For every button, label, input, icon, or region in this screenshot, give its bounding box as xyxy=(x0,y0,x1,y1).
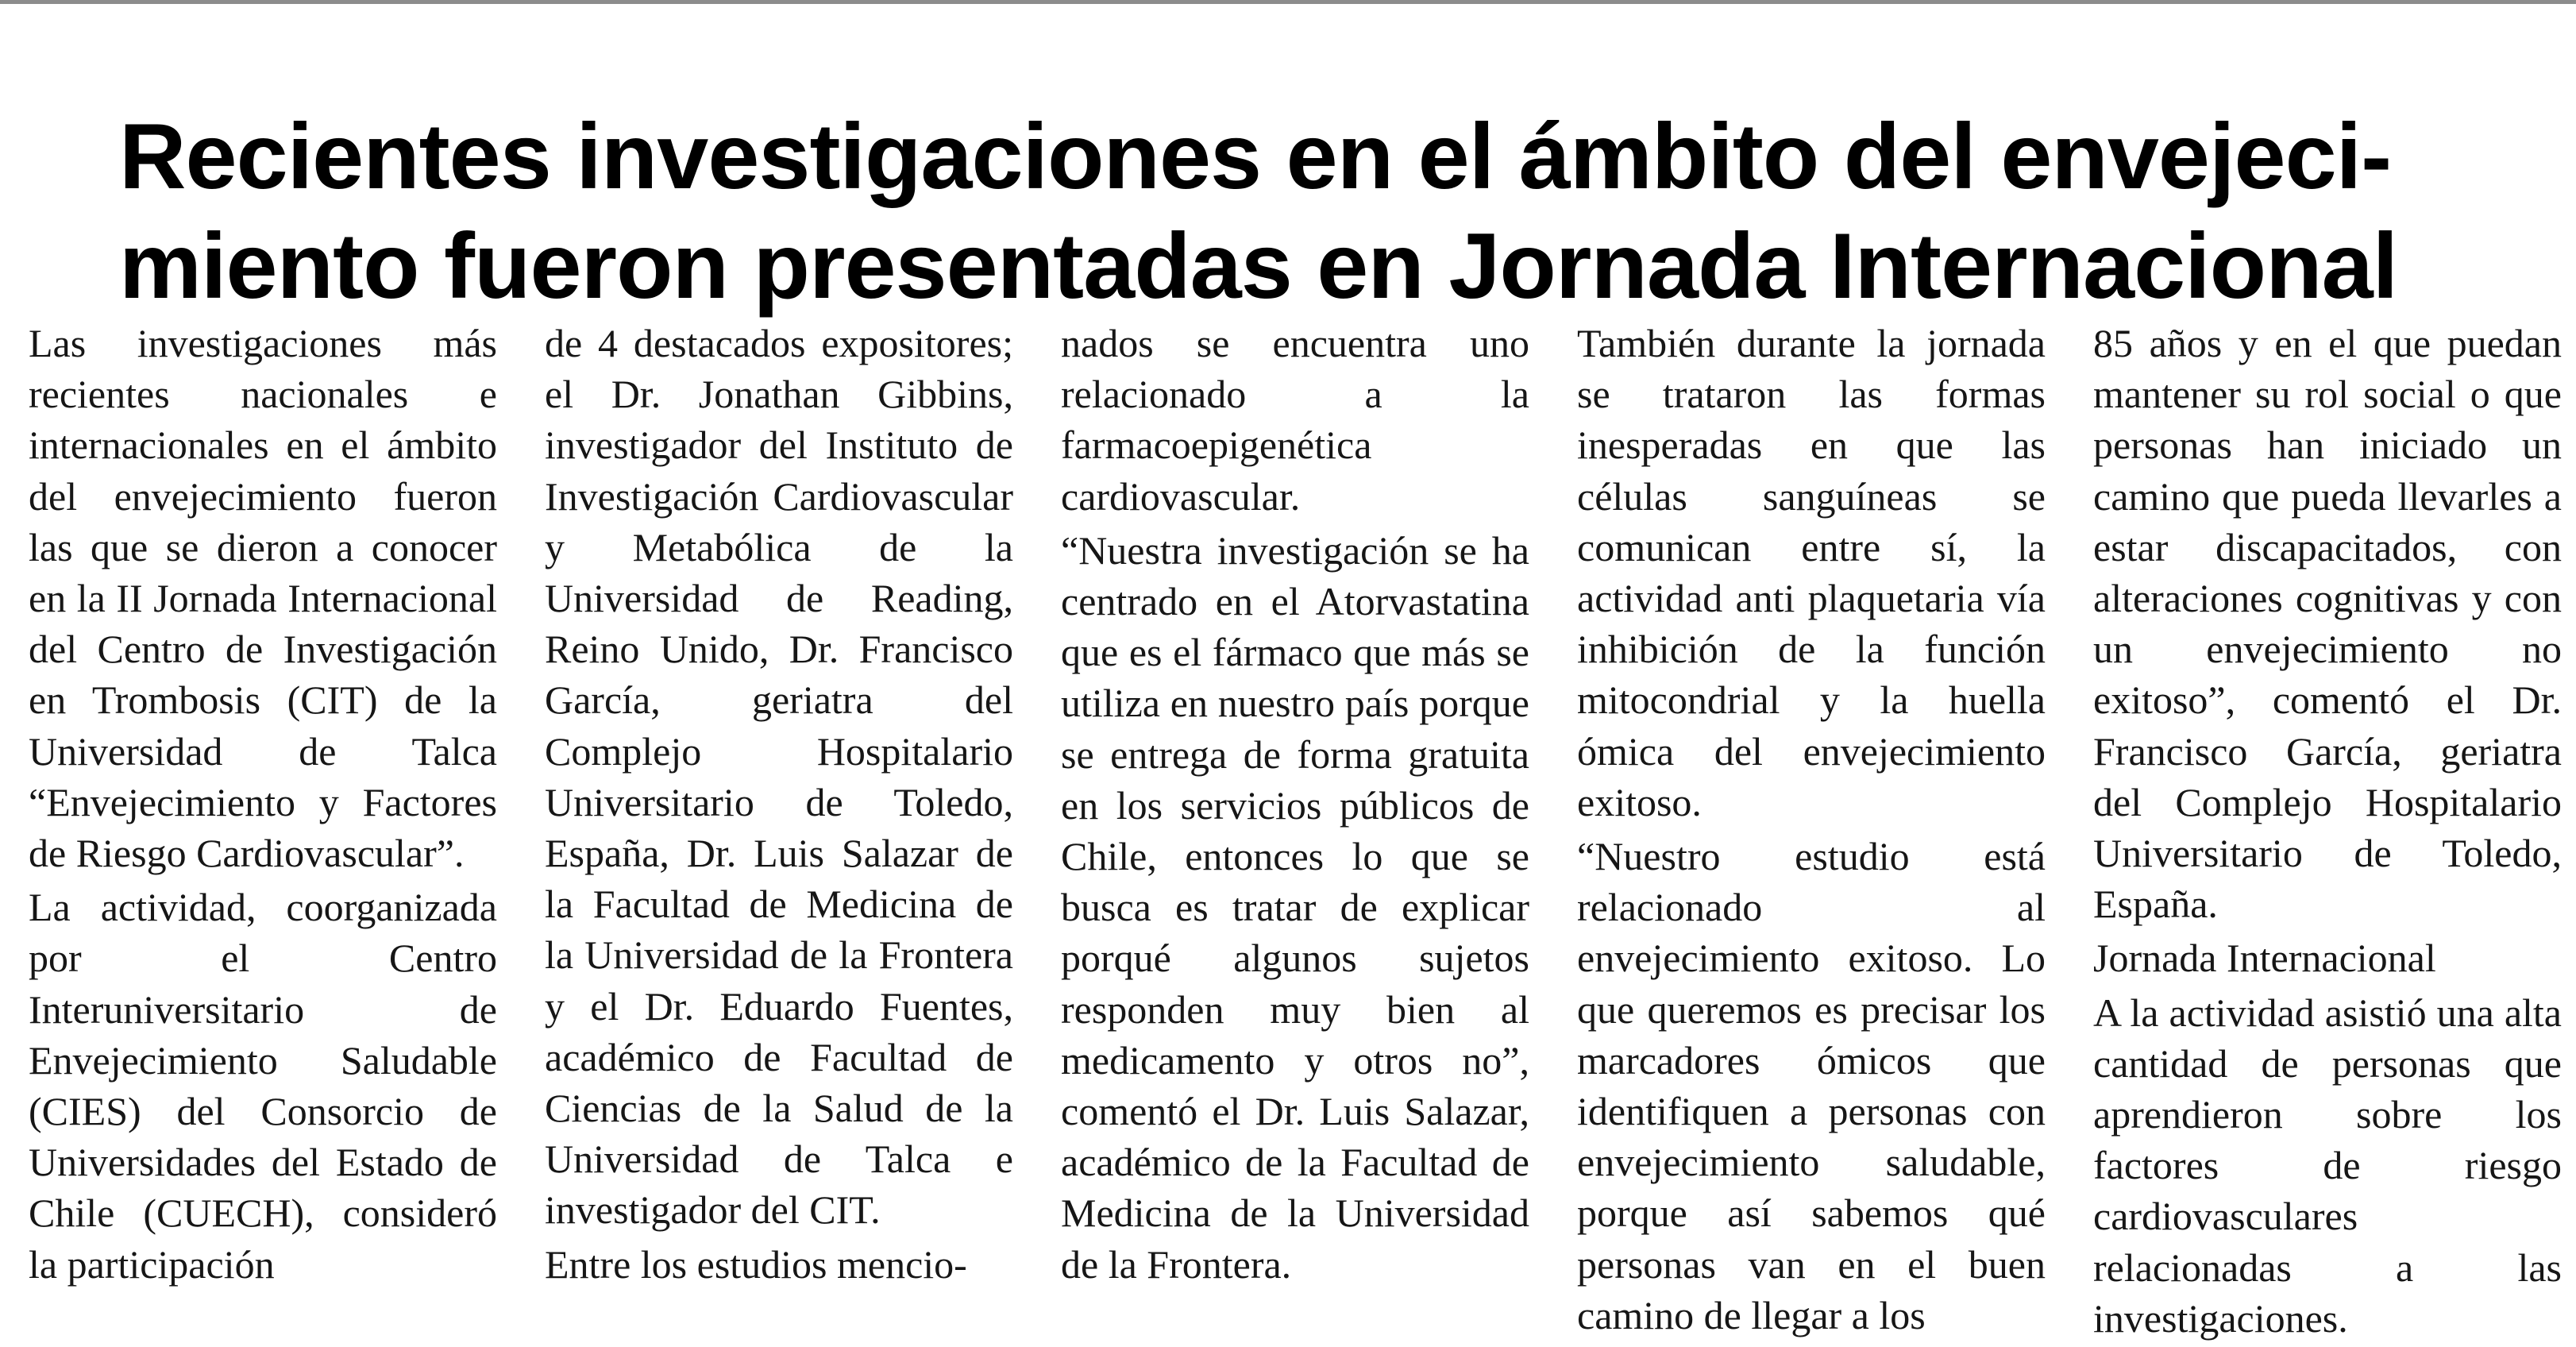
article-column-2 xyxy=(545,318,1013,1293)
article-column-4 xyxy=(1577,318,2046,1344)
paragraph: La actividad, coorganizada por el Centro Interuniversitario de Envejecimiento Saludable (CIES) del Consorcio de Universidades del Estado de Chile (CUECH), consideró la participación xyxy=(29,885,497,1287)
paragraph: Las investigaciones más recientes nacionales e internacionales en el ámbito del envejecimiento fueron las que se dieron a conocer en la II Jornada Internacional del Centro de Investigación en Trombosis (CIT) de la Universidad de Talca “Envejecimiento y Factores de Riesgo Cardiovascular”. xyxy=(29,321,497,876)
paragraph: 85 años y en el que puedan mantener su rol social o que personas han iniciado un camino que pueda llevarles a estar discapacitados, con alteraciones cognitivas y con un envejecimiento no exitoso”, comentó el Dr. Francisco García, geriatra del Complejo Hospitalario Universitario de Toledo, España. xyxy=(2093,321,2562,927)
headline-line-1: Recientes investigaciones en el ámbito del envejeci- xyxy=(119,104,2392,209)
article-column-5 xyxy=(2093,318,2562,1347)
article-headline xyxy=(119,102,2470,321)
paragraph: Entre los estudios mencio- xyxy=(545,1241,967,1287)
top-rule xyxy=(0,0,2576,4)
article-body xyxy=(29,318,2562,1341)
article-column-3 xyxy=(1061,318,1529,1293)
paragraph: “Nuestra investigación se ha centrado en el Atorvastatina que es el fármaco que más se utiliza en nuestro país porque se entrega de forma gratuita en los servicios públicos de Chile, entonces lo que se busca es tratar de explicar porqué algunos sujetos responden muy bien al medicamento y otros no”, comentó el Dr. Luis Salazar, académico de la Facultad de Medicina de la Universidad de la Frontera. xyxy=(1061,527,1529,1287)
paragraph: de 4 destacados expositores; el Dr. Jonathan Gibbins, investigador del Instituto de Investigación Cardiovascular y Metabólica de la Universidad de Reading, Reino Unido, Dr. Francisco García, geriatra del Complejo Hospitalario Universitario de Toledo, España, Dr. Luis Salazar de la Facultad de Medicina de la Universidad de la Frontera y el Dr. Eduardo Fuentes, académico de Facultad de Ciencias de la Salud de la Universidad de Talca e investigador del CIT. xyxy=(545,321,1013,1233)
paragraph: A la actividad asistió una alta cantidad de personas que aprendieron sobre los factores de riesgo cardiovasculares relacionadas a las investigaciones. xyxy=(2093,990,2562,1341)
paragraph: nados se encuentra uno relacionado a la farmacoepigenética cardiovascular. xyxy=(1061,321,1529,519)
paragraph: También durante la jornada se trataron las formas inesperadas en que las células sanguíneas se comunican entre sí, la actividad anti plaquetaria vía inhibición de la función mitocondrial y la huella ómica del envejecimiento exitoso. xyxy=(1577,321,2046,824)
article-column-1 xyxy=(29,318,497,1293)
section-subheading: Jornada Internacional xyxy=(2093,936,2436,981)
paragraph: “Nuestro estudio está relacionado al envejecimiento exitoso. Lo que queremos es precisar los marcadores ómicos que identifiquen a personas con envejecimiento saludable, porque así sabemos qué personas van en el buen camino de llegar a los xyxy=(1577,834,2046,1337)
headline-line-2: miento fueron presentadas en Jornada Internacional xyxy=(119,214,2398,318)
